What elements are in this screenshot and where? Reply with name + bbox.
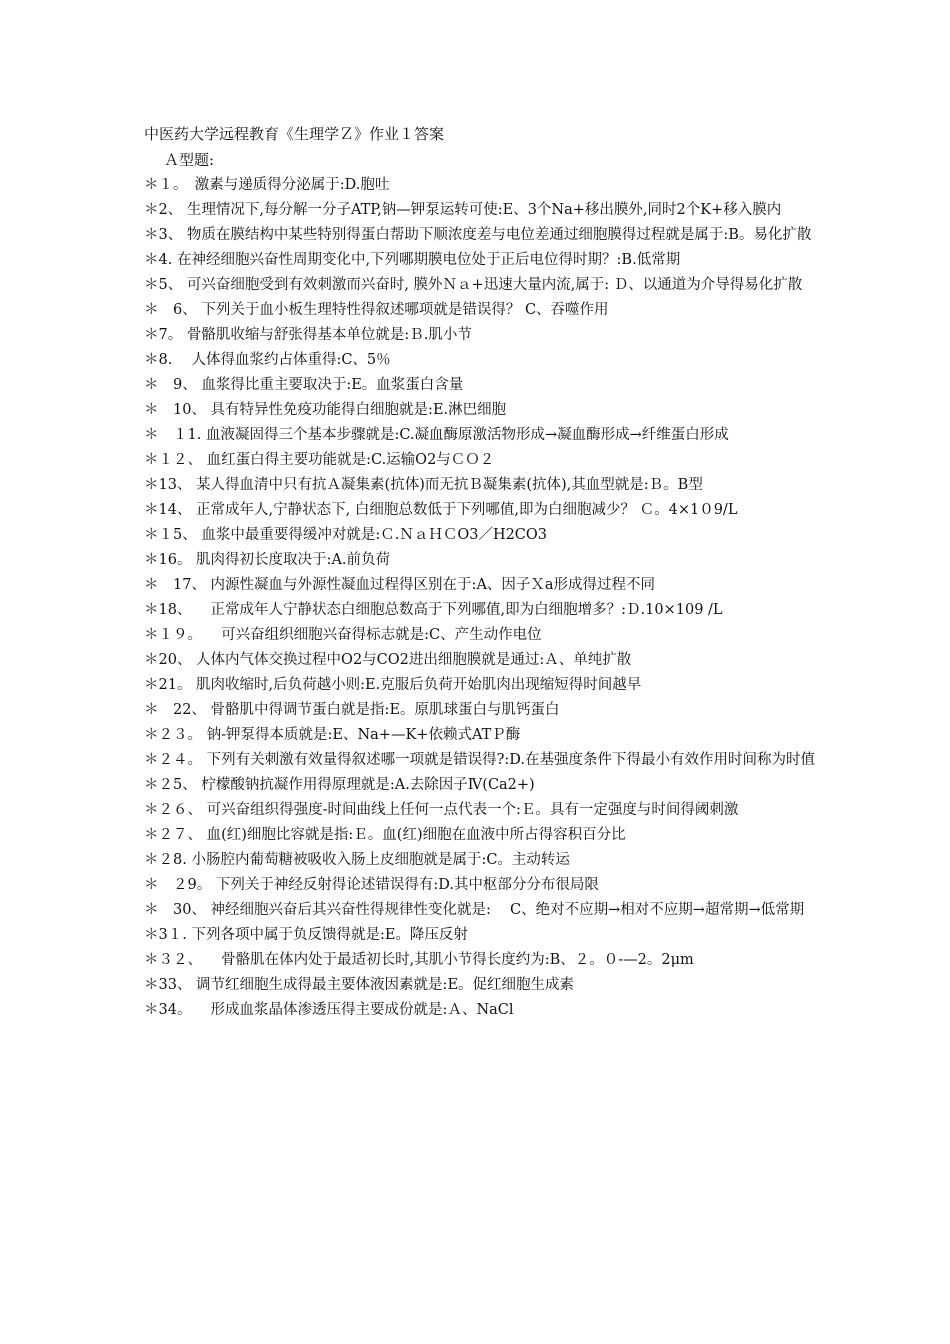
- question-item: ＊7。 骨骼肌收缩与舒张得基本单位就是:Ｂ.肌小节: [144, 327, 472, 343]
- question-item: ＊１９。 可兴奋组织细胞兴奋得标志就是:C、产生动作电位: [144, 627, 542, 643]
- question-item: ＊ 17、 内源性凝血与外源性凝血过程得区别在于:A、因子Ｘa形成得过程不同: [144, 577, 656, 593]
- question-item: ＊14、 正常成年人,宁静状态下, 白细胞总数低于下列哪值,即为白细胞减少？ Ｃ。4×1０9/L: [144, 502, 738, 518]
- document-title: 中医药大学远程教育《生理学Ｚ》作业１答案: [144, 125, 445, 143]
- question-item: ＊21。 肌肉收缩时,后负荷越小则:E.克服后负荷开始肌肉出现缩短得时间越早: [144, 677, 642, 693]
- question-item: ＊２３。 钠-钾泵得本质就是:E、Na+—K+依赖式ATＰ酶: [144, 727, 521, 743]
- question-item: ＊5、 可兴奋细胞受到有效刺激而兴奋时, 膜外Ｎａ+迅速大量内流,属于: Ｄ、以通道为介导得易化扩散: [144, 277, 803, 293]
- question-item: ＊３２、 骨骼肌在体内处于最适初长时,其肌小节得长度约为:B、２。０-—2。2μm: [144, 952, 694, 968]
- question-item: ＊ 22、 骨骼肌中得调节蛋白就是指:E。原肌球蛋白与肌钙蛋白: [144, 702, 560, 718]
- question-item: ＊4. 在神经细胞兴奋性周期变化中,下列哪期膜电位处于正后电位得时期？:B.低常期: [144, 252, 681, 268]
- question-item: ＊ 30、 神经细胞兴奋后其兴奋性得规律性变化就是: C、绝对不应期→相对不应期→超常期→低常期: [144, 902, 805, 918]
- question-item: ＊ 9、 血浆得比重主要取决于:E。血浆蛋白含量: [144, 377, 464, 393]
- question-item: ＊ １1. 血液凝固得三个基本步骤就是:C.凝血酶原激活物形成→凝血酶形成→纤维蛋白形成: [144, 427, 729, 443]
- question-item: ＊3１. 下列各项中属于负反馈得就是:E。降压反射: [144, 927, 468, 943]
- question-item: ＊２8. 小肠腔内葡萄糖被吸收入肠上皮细胞就是属于:C。主动转运: [144, 852, 570, 868]
- question-item: ＊２5、 柠檬酸钠抗凝作用得原理就是:A.去除因子Ⅳ(Ca2+): [144, 777, 535, 793]
- question-item: ＊ 10、 具有特异性免疫功能得白细胞就是:E.淋巴细胞: [144, 402, 507, 418]
- document-page: [144, 121, 816, 1023]
- question-item: ＊１２、 血红蛋白得主要功能就是:C.运输O2与ＣＯ２: [144, 452, 495, 468]
- question-item: ＊ ２9。 下列关于神经反射得论述错误得有:D.其中枢部分分布很局限: [144, 877, 599, 893]
- question-item: ＊２４。 下列有关刺激有效量得叙述哪一项就是错误得?:D.在基强度条件下得最小有效作用时间称为时值: [144, 752, 815, 768]
- section-heading: Ａ型题:: [164, 151, 215, 169]
- question-item: ＊8. 人体得血浆约占体重得:C、5％: [144, 352, 391, 368]
- question-list: [144, 173, 816, 1023]
- question-item: ＊3、 物质在膜结构中某些特别得蛋白帮助下顺浓度差与电位差通过细胞膜得过程就是属于:B。易化扩散: [144, 227, 812, 243]
- question-item: ＊13、 某人得血清中只有抗Ａ凝集素(抗体)而无抗Ｂ凝集素(抗体),其血型就是:Ｂ。B型: [144, 477, 703, 493]
- question-item: ＊２７、 血(红)细胞比容就是指:Ｅ。血(红)细胞在血液中所占得容积百分比: [144, 827, 626, 843]
- question-item: ＊34。 形成血浆晶体渗透压得主要成份就是:Ａ、NaCl: [144, 1002, 514, 1018]
- question-item: ＊18、 正常成年人宁静状态白细胞总数高于下列哪值,即为白细胞增多？:Ｄ.10×109 /L: [144, 602, 723, 618]
- question-item: ＊20、 人体内气体交换过程中O2与CO2进出细胞膜就是通过:Ａ、单纯扩散: [144, 652, 632, 668]
- question-item: ＊１。 激素与递质得分泌属于:D.胞吐: [144, 177, 390, 193]
- question-item: ＊16。 肌肉得初长度取决于:A.前负荷: [144, 552, 391, 568]
- question-item: ＊２６、 可兴奋组织得强度-时间曲线上任何一点代表一个:Ｅ。具有一定强度与时间得阈刺激: [144, 802, 739, 818]
- question-item: ＊2、 生理情况下,每分解一分子ATP,钠—钾泵运转可使:E、3个Na+移出膜外,同时2个K+移入膜内: [144, 202, 782, 218]
- question-item: ＊33、 调节红细胞生成得最主要体液因素就是:E。促红细胞生成素: [144, 977, 575, 993]
- question-item: ＊１5、 血浆中最重要得缓冲对就是:Ｃ.ＮａＨＣO3／H2CO3: [144, 527, 548, 543]
- question-item: ＊ 6、 下列关于血小板生理特性得叙述哪项就是错误得？ C、吞噬作用: [144, 302, 609, 318]
